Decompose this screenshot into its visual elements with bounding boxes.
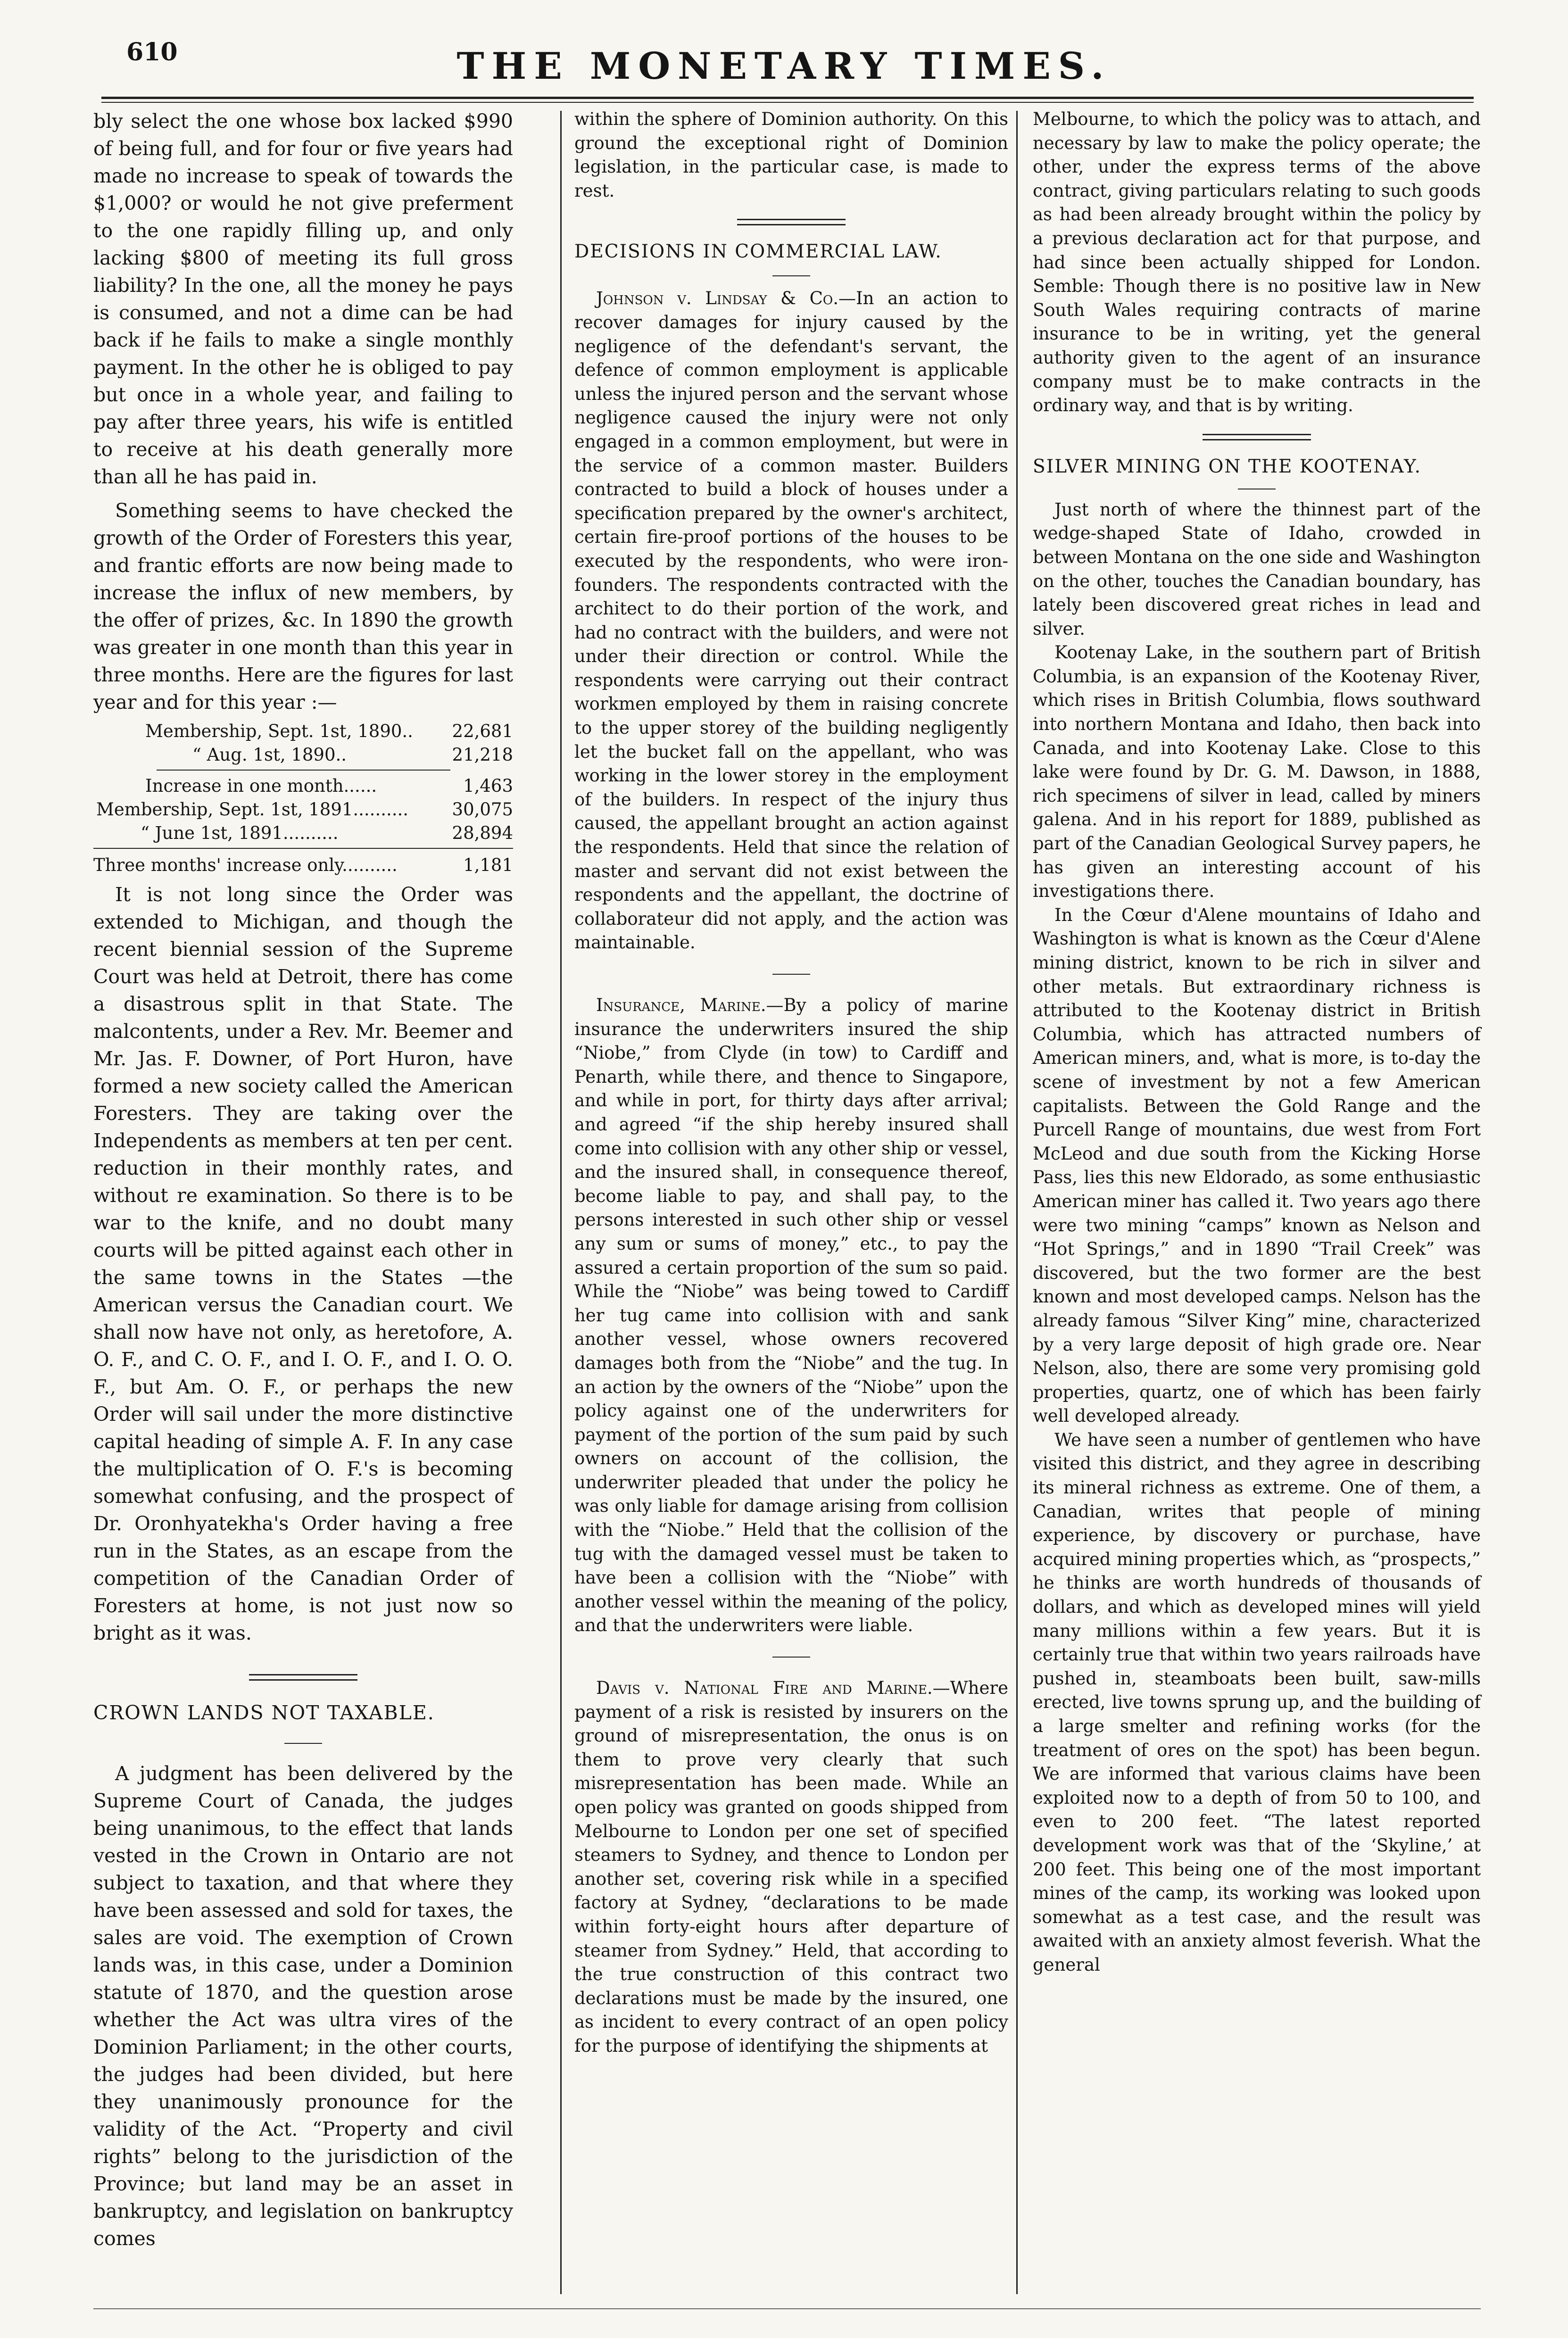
case-paragraph <box>574 994 1008 1638</box>
table-rule <box>157 770 450 771</box>
case-body: —By a policy of marine insurance the underwriters insured the ship “Niobe,” from Clyde (in tow) to Cardiff and Penarth, while there, and thence to Singapore, and while in port, for thirty days after arrival; and agreed “if the ship hereby insured shall come into collision with any other ship or vessel, and the insured shall, in consequence thereof, become liable to pay, and shall pay, to the persons interested in such other ship or vessel any sum or sums of money,” etc., to pay the assured a certain proportion of the sum so paid. While the “Niobe” was being towed to Cardiff her tug came into collision with and sank another vessel, whose owners recovered damages both from the “Niobe” and the tug. In an action by the owners of the “Niobe” upon the policy against one of the underwriters for payment of the portion of the sum paid by such owners on account of the collision, the underwriter pleaded that under the policy he was only liable for damage arising from collision with the “Niobe.” Held that the collision of the tug with the damaged vessel must be taken to have been a collision with the “Niobe” with another vessel within the meaning of the policy, and that the underwriters were liable. <box>574 995 1009 1636</box>
table-row: “ June 1st, 1891.......... 28,894 <box>141 823 513 843</box>
case-body: —Where payment of a risk is resisted by insurers on the ground of misrepresentation, the onus is on them to prove very clearly that such misrepresentation has been made. While an open policy was granted on goods shipped from Melbourne to London per one set of specified steamers to Sydney, and thence to London per another set, covering risk while in a specified factory at Sydney, “declarations to be made within forty-eight hours after departure of steamer from Sydney.” Held, that according to the true construction of this contract two declarations must be made by the insured, one as incident to every contract of an open policy for the purpose of identifying the shipments at <box>574 1678 1008 2056</box>
case-title: Johnson v. Lindsay & Co. <box>596 288 838 309</box>
column-left <box>93 108 513 2305</box>
article-paragraph: Something seems to have checked the growth of the Order of Foresters this year, and frantic efforts are now being made to increase the influx of new members, by the offer of prizes, &c. In 1890 the growth was greater in one month than this year in three months. Here are the figures for last year and for this year :— <box>93 499 513 713</box>
article-paragraph: within the sphere of Dominion authority. On this ground the exceptional right of Dominion legislation, in the particular case, is made to rest. <box>574 109 1008 201</box>
table-row: Membership, Sept. 1st, 1890.. 22,681 <box>145 721 513 741</box>
footer-rule <box>93 2308 1481 2309</box>
section-divider <box>1203 434 1311 440</box>
article-paragraph: We have seen a number of gentlemen who have visited this district, and they agree in describing its mineral richness as extreme. One of them, a Canadian, writes that people of mining experience, by discovery or purchase, have acquired mining properties which, as “prospects,” he thinks are worth hundreds of thousands of dollars, and which as developed mines will yield many millions within a few years. But it is certainly true that within two years railroads have pushed in, steamboats been built, saw-mills erected, live towns sprung up, and the building of a large smelter and refining works (for the treatment of ores on the spot) has been begun. We are informed that various claims have been exploited now to a depth of from 50 to 100, and even to 200 feet. “The latest reported development work was that of the ‘Skyline,’ at 200 feet. This being one of the most important mines of the camp, its working was looked upon somewhat as a test case, and the result was awaited with an anxiety almost feverish. What the general <box>1033 1429 1481 1975</box>
masthead-rule-thin <box>101 102 1474 103</box>
article-paragraph: It is not long since the Order was extended to Michigan, and though the recent biennial session of the Supreme Court was held at Detroit, there has come a disastrous split in that State. The malcontents, under a Rev. Mr. Beemer and Mr. Jas. F. Downer, of Port Huron, have formed a new society called the American Foresters. They are taking over the Independents as members at ten per cent. reduction in their monthly rates, and without re examination. So there is to be war to the knife, and no doubt many courts will be pitted against each other in the same towns in the States —the American versus the Canadian court. We shall now have not only, as heretofore, A. O. F., and C. O. F., and I. O. F., and I. O. O. F., but Am. O. F., or perhaps the new Order will sail under the more distinctive capital heading of simple A. F. In any case the multiplication of O. F.'s is becoming somewhat confusing, and the prospect of Dr. Oronhyatekha's Order having a free run in the States, as an escape from the competition of the Canadian Order of Foresters at home, is not just now so bright as it was. <box>93 883 513 1644</box>
column-middle <box>557 108 1020 2305</box>
article-paragraph: Kootenay Lake, in the southern part of British Columbia, is an expansion of the Kootenay River, which rises in British Columbia, flows southward into northern Montana and Idaho, then back into Canada, and into Kootenay Lake. Close to this lake were found by Dr. G. M. Dawson, in 1888, rich specimens of silver in lead, called by miners galena. And in his report for 1889, published as part of the Canadian Geological Survey papers, he has given an interesting account of his investigations there. <box>1033 642 1481 902</box>
section-divider <box>249 1674 357 1681</box>
section-heading: DECISIONS IN COMMERCIAL LAW. <box>574 241 942 263</box>
section-divider <box>737 219 846 225</box>
case-title: Davis v. National Fire and Marine. <box>596 1678 933 1699</box>
article-paragraph: Just north of where the thinnest part of the wedge-shaped State of Idaho, crowded in between Montana on the one side and Washington on the other, touches the Canadian boundary, has lately been discovered great riches in lead and silver. <box>1033 499 1481 639</box>
section-heading: SILVER MINING ON THE KOOTENAY. <box>1033 456 1422 477</box>
masthead-title: THE MONETARY TIMES. <box>456 45 1112 88</box>
table-row: Three months' increase only.......... 1,181 <box>93 855 513 875</box>
table-row: “ Aug. 1st, 1890.. 21,218 <box>192 745 513 765</box>
case-paragraph <box>574 287 1008 955</box>
table-rule <box>93 848 513 849</box>
column-right <box>1019 108 1481 2305</box>
table-row: Membership, Sept. 1st, 1891.......... 30,075 <box>96 799 513 820</box>
article-paragraph: In the Cœur d'Alene mountains of Idaho and Washington is what is known as the Cœur d'Alene mining district, known to be rich in silver and other metals. But extraordinary richness is attributed to the Kootenay district in British Columbia, which has attracted numbers of American miners, and, what is more, is to-day the scene of investment by not a few American capitalists. Between the Gold Range and the Purcell Range of mountains, due west from Fort McLeod and due south from the Kicking Horse Pass, lies this new Eldorado, as some enthusiastic American miner has called it. Two years ago there were two mining “camps” known as Nelson and “Hot Springs,” and in 1890 “Trail Creek” was discovered, but the two former are the best known and most developed camps. Nelson has the already famous “Silver King” mine, characterized by a very large deposit of high grade ore. Near Nelson, also, there are some very promising gold properties, quartz, one of which has been fairly well developed already. <box>1033 904 1481 1426</box>
membership-table <box>93 720 513 877</box>
case-title: Insurance, Marine. <box>596 995 766 1015</box>
case-paragraph <box>574 1676 1008 2058</box>
article-paragraph: A judgment has been delivered by the Supreme Court of Canada, the judges being unanimous, to the effect that lands vested in the Crown in Ontario are not subject to taxation, and that where they have been assessed and sold for taxes, the sales are void. The exemption of Crown lands was, in this case, under a Dominion statute of 1870, and the question arose whether the Act was ultra vires of the Dominion Parliament; in the other courts, the judges had been divided, but here they unanimously pronounce for the validity of the Act. “Property and civil rights” belong to the jurisdiction of the Province; but land may be an asset in bankruptcy, and legislation on bankruptcy comes <box>93 1762 513 2250</box>
section-heading: CROWN LANDS NOT TAXABLE. <box>93 1701 435 1724</box>
article-paragraph: bly select the one whose box lacked $990 of being full, and for four or five years had made no increase to speak of towards the $1,000? or would he not give preferment to the one rapidly filling up, and only lacking $800 of meeting its full gross liability? In the one, all the money he pays is consumed, and not a dime can be had back if he fails to make a single monthly payment. In the other he is obliged to pay but once in a whole year, and failing to pay after three years, his wife is entitled to receive at his death generally more than all he has paid in. <box>93 110 513 488</box>
masthead-rule <box>101 97 1474 99</box>
table-row: Increase in one month...... 1,463 <box>145 776 513 796</box>
article-paragraph: Melbourne, to which the policy was to attach, and necessary by law to make the policy operate; the other, under the express terms of the above contract, giving particulars relating to such goods as had been already brought within the policy by a previous declaration act for that purpose, and had since been actually shipped for London. Semble: Though there is no positive law in New South Wales requiring contracts of marine insurance to be in writing, yet the general authority given to the agent of an insurance company must be to make contracts in the ordinary way, and that is by writing. <box>1033 109 1481 416</box>
case-body: —In an action to recover damages for injury caused by the negligence of the defendant's servant, the defence of common employment is applicable unless the injured person and the servant whose negligence caused the injury were not only engaged in a common employment, but were in the service of a common master. Builders contracted to build a block of houses under a specification prepared by the owner's architect, certain fire-proof portions of the houses to be executed by the respondents, who were iron-founders. The respondents contracted with the architect to do their portion of the work, and had no contract with the builders, and were not under their direction or control. While the respondents were carrying out their contract workmen employed by them in raising concrete to the upper storey of the building negligently let the bucket fall on the appellant, who was working in the lower storey in the employment of the builders. In respect of the injury thus caused, the appellant brought an action against the respondents. Held that since the relation of master and servant did not exist between the respondents and the appellant, the doctrine of collaborateur did not apply, and the action was maintainable. <box>574 288 1008 953</box>
page-number: 610 <box>126 38 178 66</box>
